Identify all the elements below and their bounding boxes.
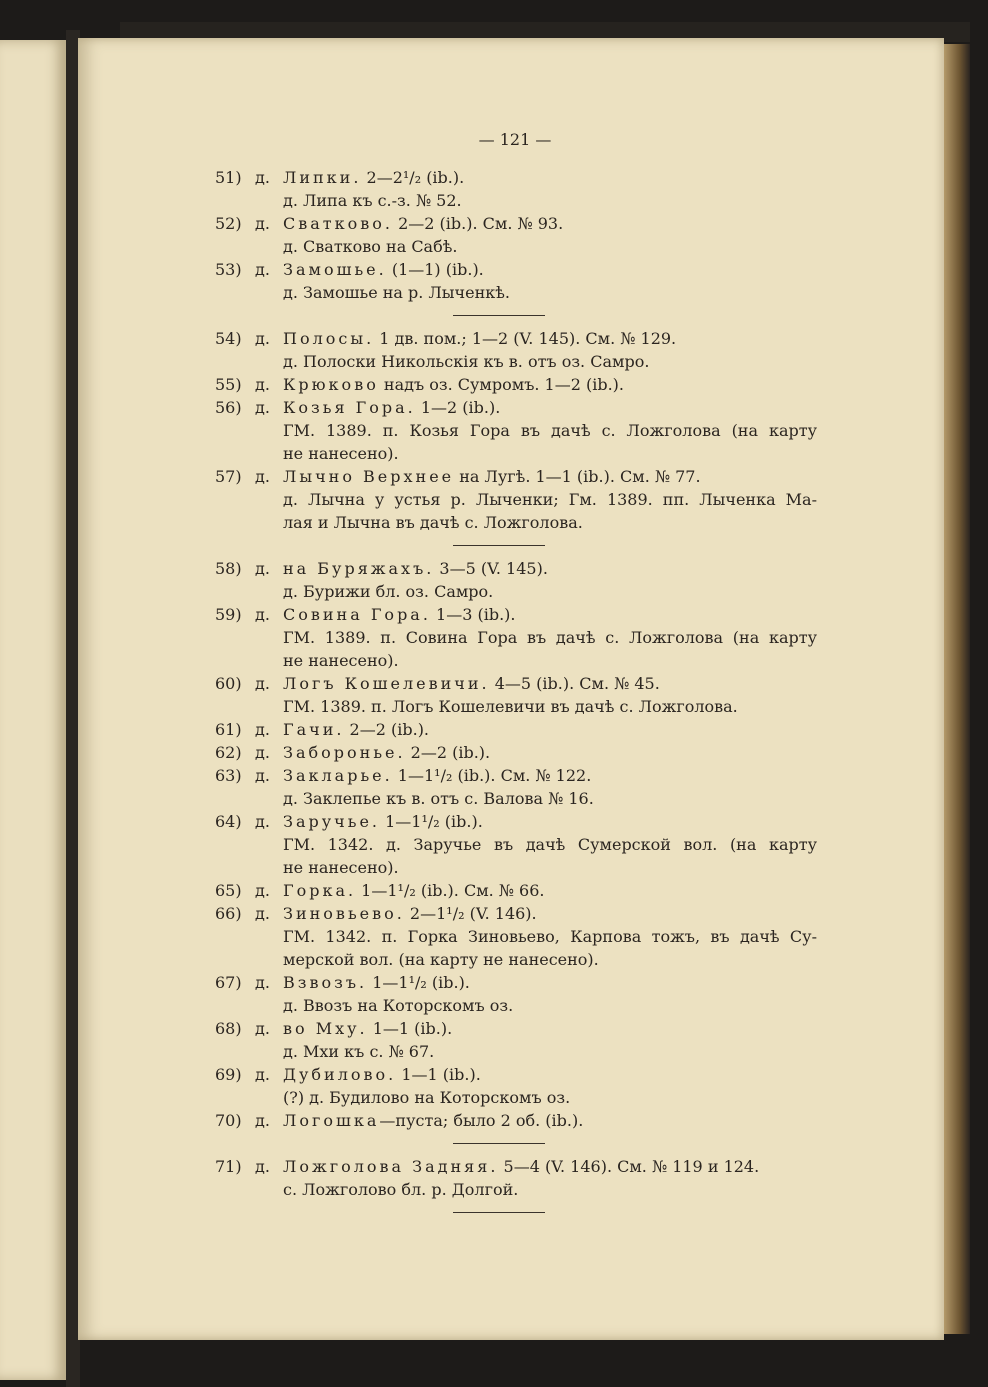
entry-note: лая и Лычна въ дачѣ с. Ложголова. — [283, 513, 583, 532]
entry-prefix: д. — [255, 766, 270, 785]
entry-heading — [215, 879, 817, 902]
entry-body — [283, 718, 429, 741]
entry-body — [283, 1017, 452, 1040]
entry-name: Лычно Верхнее — [283, 467, 455, 486]
list-item — [215, 1155, 817, 1201]
entry-note: д. Заклепье къ в. отъ с. Валова № 16. — [283, 789, 594, 808]
section-divider — [215, 534, 817, 557]
entry-body — [283, 603, 515, 626]
list-item — [215, 396, 817, 465]
entry-name: во Мху. — [283, 1019, 368, 1038]
entry-details: 1—1¹/₂ (ib.). См. № 66. — [356, 881, 545, 900]
list-item — [215, 879, 817, 902]
section-divider — [215, 1201, 817, 1224]
section-divider — [215, 304, 817, 327]
entry-number: 67) — [215, 973, 242, 992]
entry-details: 5—4 (V. 146). См. № 119 и 124. — [498, 1157, 760, 1176]
entry-heading — [215, 1155, 817, 1178]
entry-note: д. Бурижи бл. оз. Самро. — [283, 582, 494, 601]
entry-body — [283, 258, 484, 281]
entry-details: 3—5 (V. 145). — [434, 559, 548, 578]
entry-prefix: д. — [255, 559, 270, 578]
entry-number: 63) — [215, 766, 242, 785]
entry-prefix: д. — [255, 973, 270, 992]
entry-note: ГМ. 1389. п. Совина Гора въ дачѣ с. Ложголова (на карту — [283, 628, 817, 647]
entry-details: 1—1 (ib.). — [367, 1019, 453, 1038]
entry-number: 62) — [215, 743, 242, 762]
entry-heading — [215, 1109, 817, 1132]
list-item — [215, 166, 817, 212]
entry-body — [283, 166, 464, 189]
list-item — [215, 971, 817, 1017]
entry-note: (?) д. Будилово на Которскомъ оз. — [283, 1088, 571, 1107]
entry-heading — [215, 1017, 817, 1040]
entry-number: 70) — [215, 1111, 242, 1130]
list-item — [215, 810, 817, 879]
entry-heading — [215, 718, 817, 741]
list-item — [215, 672, 817, 718]
entry-body — [283, 396, 500, 419]
entry-heading — [215, 971, 817, 994]
entry-number: 53) — [215, 260, 242, 279]
entry-number: 54) — [215, 329, 242, 348]
entry-heading — [215, 166, 817, 189]
list-item — [215, 373, 817, 396]
entry-name: Гачи. — [283, 720, 345, 739]
entry-details: 2—1¹/₂ (V. 146). — [404, 904, 537, 923]
section-divider — [215, 1132, 817, 1155]
entry-details: —пуста; было 2 об. (ib.). — [379, 1111, 584, 1130]
entry-heading — [215, 810, 817, 833]
entry-note: не нанесено). — [283, 444, 399, 463]
list-item — [215, 557, 817, 603]
entry-details: 1—1 (ib.). — [396, 1065, 481, 1084]
entry-note: ГМ. 1342. п. Горка Зиновьево, Карпова тожъ, въ дачѣ Су- — [283, 927, 817, 946]
list-item — [215, 902, 817, 971]
entry-prefix: д. — [255, 329, 270, 348]
entry-body — [283, 810, 483, 833]
entry-prefix: д. — [255, 1065, 270, 1084]
entry-note: не нанесено). — [283, 858, 399, 877]
entry-prefix: д. — [255, 674, 270, 693]
entry-note: с. Ложголово бл. р. Долгой. — [283, 1180, 519, 1199]
entry-prefix: д. — [255, 720, 270, 739]
page-content — [215, 128, 817, 1224]
entry-prefix: д. — [255, 743, 270, 762]
entry-name: Заручье. — [283, 812, 381, 831]
entry-number: 60) — [215, 674, 242, 693]
list-item — [215, 258, 817, 304]
entry-name: Совина Гора. — [283, 605, 431, 624]
list-item — [215, 603, 817, 672]
entry-details: (1—1) (ib.). — [386, 260, 484, 279]
entry-details: 2—2¹/₂ (ib.). — [361, 168, 465, 187]
entry-details: 1—1¹/₂ (ib.). См. № 122. — [392, 766, 592, 785]
list-item — [215, 327, 817, 373]
entry-heading — [215, 764, 817, 787]
entry-prefix: д. — [255, 398, 270, 417]
list-item — [215, 1109, 817, 1132]
entry-prefix: д. — [255, 881, 270, 900]
entry-note: мерской вол. (на карту не нанесено). — [283, 950, 599, 969]
entry-body — [283, 212, 563, 235]
entry-prefix: д. — [255, 260, 270, 279]
entry-prefix: д. — [255, 904, 270, 923]
entry-number: 56) — [215, 398, 242, 417]
entry-heading — [215, 741, 817, 764]
entry-details: 2—2 (ib.). — [344, 720, 430, 739]
entry-body — [283, 764, 591, 787]
entry-prefix: д. — [255, 1111, 270, 1130]
entry-name: Заклapье. — [283, 766, 393, 785]
list-item — [215, 718, 817, 741]
entry-number: 69) — [215, 1065, 242, 1084]
entry-body — [283, 971, 470, 994]
entry-body — [283, 327, 676, 350]
entry-section — [215, 327, 817, 534]
entry-number: 59) — [215, 605, 242, 624]
entry-list — [215, 166, 817, 1224]
entry-name: Крюково — [283, 375, 379, 394]
entry-body — [283, 879, 544, 902]
list-item — [215, 764, 817, 810]
entry-note: ГМ. 1389. п. Козья Гора въ дачѣ с. Ложголова (на карту — [283, 421, 817, 440]
entry-number: 65) — [215, 881, 242, 900]
entry-prefix: д. — [255, 1019, 270, 1038]
entry-note: д. Замошье на р. Лыченкѣ. — [283, 283, 510, 302]
entry-body — [283, 1063, 481, 1086]
entry-prefix: д. — [255, 1157, 270, 1176]
entry-heading — [215, 396, 817, 419]
entry-name: Логошка — [283, 1111, 380, 1130]
entry-details: на Лугѣ. 1—1 (ib.). См. № 77. — [454, 467, 701, 486]
entry-note: д. Лычна у устья р. Лыченки; Гм. 1389. пп. Лыченка Ма- — [283, 490, 817, 509]
entry-prefix: д. — [255, 375, 270, 394]
page-number: — 121 — — [478, 130, 552, 149]
entry-name: Взвозъ. — [283, 973, 368, 992]
entry-name: Заборонье. — [283, 743, 406, 762]
entry-body — [283, 373, 624, 396]
entry-number: 61) — [215, 720, 242, 739]
entry-heading — [215, 212, 817, 235]
entry-note: д. Мхи къ с. № 67. — [283, 1042, 435, 1061]
entry-section — [215, 1155, 817, 1201]
entry-name: Козья Гора. — [283, 398, 416, 417]
entry-number: 66) — [215, 904, 242, 923]
entry-details: 2—2 (ib.). — [405, 743, 491, 762]
entry-note: д. Сватково на Сабѣ. — [283, 237, 458, 256]
list-item — [215, 465, 817, 534]
list-item — [215, 1063, 817, 1109]
entry-number: 57) — [215, 467, 242, 486]
entry-heading — [215, 373, 817, 396]
entry-number: 55) — [215, 375, 242, 394]
entry-name: на Буряжахъ. — [283, 559, 435, 578]
entry-heading — [215, 557, 817, 580]
entry-body — [283, 465, 701, 488]
entry-name: Липки. — [283, 168, 362, 187]
entry-details: 1—1¹/₂ (ib.). — [380, 812, 483, 831]
entry-prefix: д. — [255, 214, 270, 233]
entry-note: д. Ввозъ на Которскомъ оз. — [283, 996, 514, 1015]
entry-prefix: д. — [255, 467, 270, 486]
entry-body — [283, 1109, 583, 1132]
entry-heading — [215, 258, 817, 281]
entry-note: не нанесено). — [283, 651, 399, 670]
list-item — [215, 1017, 817, 1063]
entry-prefix: д. — [255, 605, 270, 624]
entry-name: Зиновьево. — [283, 904, 405, 923]
entry-details: 1 дв. пом.; 1—2 (V. 145). См. № 129. — [374, 329, 677, 348]
entry-note: ГМ. 1389. п. Логъ Кошелевичи въ дачѣ с. Ложголова. — [283, 697, 738, 716]
entry-name: Логъ Кошелевичи. — [283, 674, 490, 693]
entry-prefix: д. — [255, 168, 270, 187]
entry-heading — [215, 1063, 817, 1086]
entry-details: 4—5 (ib.). См. № 45. — [489, 674, 660, 693]
entry-name: Сватково. — [283, 214, 393, 233]
entry-heading — [215, 902, 817, 925]
entry-details: 1—3 (ib.). — [430, 605, 516, 624]
entry-body — [283, 1155, 759, 1178]
entry-section — [215, 557, 817, 1132]
entry-number: 68) — [215, 1019, 242, 1038]
entry-name: Ложголова Задняя. — [283, 1157, 499, 1176]
list-item — [215, 741, 817, 764]
entry-prefix: д. — [255, 812, 270, 831]
entry-section — [215, 166, 817, 304]
entry-name: Дубилово. — [283, 1065, 397, 1084]
entry-heading — [215, 465, 817, 488]
entry-number: 52) — [215, 214, 242, 233]
entry-heading — [215, 603, 817, 626]
entry-number: 58) — [215, 559, 242, 578]
entry-body — [283, 557, 548, 580]
entry-name: Полосы. — [283, 329, 375, 348]
entry-details: 2—2 (ib.). См. № 93. — [393, 214, 564, 233]
entry-details: надъ оз. Сумромъ. 1—2 (ib.). — [378, 375, 624, 394]
entry-body — [283, 902, 537, 925]
entry-heading — [215, 327, 817, 350]
left-page-edge — [0, 40, 66, 1380]
entry-name: Горка. — [283, 881, 357, 900]
entry-body — [283, 741, 490, 764]
entry-details: 1—1¹/₂ (ib.). — [367, 973, 470, 992]
entry-number: 64) — [215, 812, 242, 831]
entry-note: д. Липа къ с.-з. № 52. — [283, 191, 462, 210]
entry-name: Замошье. — [283, 260, 387, 279]
entry-details: 1—2 (ib.). — [415, 398, 501, 417]
entry-number: 71) — [215, 1157, 242, 1176]
entry-body — [283, 672, 660, 695]
page-edge-right — [944, 44, 970, 1334]
entry-note: ГМ. 1342. д. Заручье въ дачѣ Сумерской вол. (на карту — [283, 835, 817, 854]
entry-heading — [215, 672, 817, 695]
entry-note: д. Полоски Никольскія къ в. отъ оз. Самро. — [283, 352, 650, 371]
list-item — [215, 212, 817, 258]
entry-number: 51) — [215, 168, 242, 187]
